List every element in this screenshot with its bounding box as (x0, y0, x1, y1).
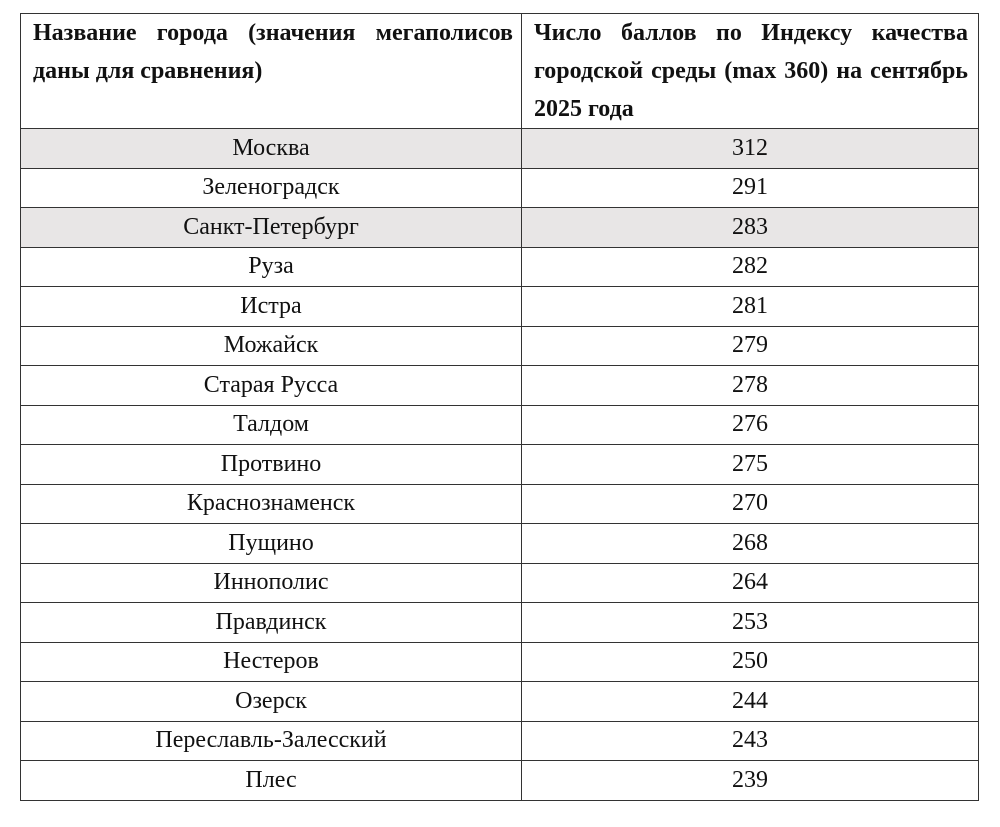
table-row (21, 603, 979, 643)
city-name-cell: Зеленоградск (21, 168, 522, 208)
table-row (21, 326, 979, 366)
table-row (21, 682, 979, 722)
city-name-cell: Талдом (21, 405, 522, 445)
score-cell: 281 (522, 287, 979, 327)
score-cell: 279 (522, 326, 979, 366)
score-cell: 283 (522, 208, 979, 248)
city-name-cell: Краснознаменск (21, 484, 522, 524)
table-row (21, 642, 979, 682)
score-cell: 270 (522, 484, 979, 524)
city-name-cell: Озерск (21, 682, 522, 722)
header-score: Число баллов по Индексу качества городской среды (max 360) на сентябрь 2025 года (522, 14, 979, 129)
header-city-name: Название города (значения мегаполисов даны для сравнения) (21, 14, 522, 129)
score-cell: 264 (522, 563, 979, 603)
city-name-cell: Можайск (21, 326, 522, 366)
city-name-cell: Иннополис (21, 563, 522, 603)
score-cell: 312 (522, 129, 979, 169)
city-name-cell: Плес (21, 761, 522, 801)
city-name-cell: Правдинск (21, 603, 522, 643)
score-cell: 278 (522, 366, 979, 406)
score-cell: 250 (522, 642, 979, 682)
table-row (21, 484, 979, 524)
city-name-cell: Нестеров (21, 642, 522, 682)
score-cell: 244 (522, 682, 979, 722)
table-row (21, 366, 979, 406)
city-name-cell: Истра (21, 287, 522, 327)
table-row (21, 524, 979, 564)
score-cell: 275 (522, 445, 979, 485)
table-row (21, 721, 979, 761)
table-row (21, 761, 979, 801)
score-cell: 282 (522, 247, 979, 287)
score-cell: 239 (522, 761, 979, 801)
table-row (21, 168, 979, 208)
score-cell: 276 (522, 405, 979, 445)
score-cell: 268 (522, 524, 979, 564)
score-cell: 243 (522, 721, 979, 761)
city-name-cell: Переславль-Залесский (21, 721, 522, 761)
city-name-cell: Санкт-Петербург (21, 208, 522, 248)
score-cell: 291 (522, 168, 979, 208)
city-name-cell: Пущино (21, 524, 522, 564)
score-cell: 253 (522, 603, 979, 643)
table-row (21, 247, 979, 287)
table-body (21, 129, 979, 801)
table-row (21, 208, 979, 248)
city-name-cell: Старая Русса (21, 366, 522, 406)
city-name-cell: Москва (21, 129, 522, 169)
city-score-table (20, 13, 979, 801)
header-row (21, 14, 979, 129)
city-name-cell: Протвино (21, 445, 522, 485)
city-name-cell: Руза (21, 247, 522, 287)
table-header (21, 14, 979, 129)
table-row (21, 563, 979, 603)
table-row (21, 445, 979, 485)
table-row (21, 129, 979, 169)
table-row (21, 287, 979, 327)
table-row (21, 405, 979, 445)
